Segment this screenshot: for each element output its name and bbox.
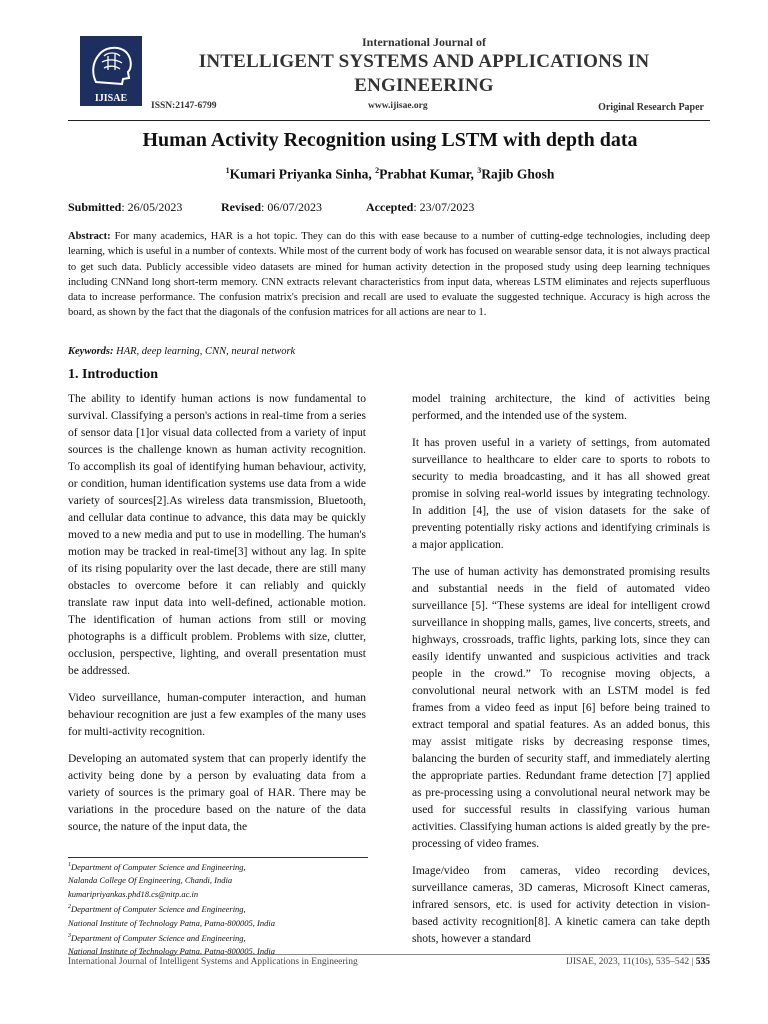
abstract xyxy=(68,229,710,321)
submitted-label: Submitted xyxy=(68,200,122,214)
page-number: 535 xyxy=(695,957,710,967)
footnote-line xyxy=(68,930,368,945)
author-name: Kumari Priyanka Sinha, xyxy=(229,166,376,182)
author-sup: 3 xyxy=(477,166,482,175)
paragraph: It has proven useful in a variety of settings, from automated surveillance to healthcare to elder care to sports to robots to security to media broadcasting, and it has all showed great promise in solving real-world issues by integrating technology. In addition [4], the use of vision datasets for the sake of preventing potentially risky actions and identifying criminals is a major application. xyxy=(412,437,710,551)
accepted-label: Accepted xyxy=(366,200,414,214)
paragraph: The ability to identify human actions is now fundamental to survival. Classifying a person's actions in real-time from a series of sensor data [1]or visual data collected from a variety of input sources is the challenge known as human activity recognition. To accomplish its goal of identifying human behaviour, activity, or condition, human identification systems use data from a wide variety of sources[2].As wireless data transmission, Bluetooth, and cellular data continue to advance, this data may be quickly moved to a new media and put to use in modelling. The human's motion may be tracked in real-time[3] without any lag. In spite of its rising popularity over the last decade, there are still many obstacles to overcome before it can reliably and quickly translate raw input data into well-defined, actionable motion. The identification of human actions from still or moving photographs is a difficult problem. Problems with size, clutter, occlusion, perspective, lighting, and overall presentation must be addressed. xyxy=(68,393,366,677)
accepted-value: : 23/07/2023 xyxy=(413,200,475,214)
header-divider xyxy=(68,120,710,121)
footer-citation xyxy=(566,957,710,967)
footer-journal: International Journal of Intelligent Systems and Applications in Engineering xyxy=(68,957,358,967)
journal-logo xyxy=(80,36,142,106)
abstract-text: For many academics, HAR is a hot topic. They can do this with ease because to a number of cutting-edge technologies, including deep learning, which is useful in a number of contexts. While most of the current body of work has focused on wearable sensor data, it is not always practical to get such data. Publicly accessible video datasets are mined for human activity detection in the proposed study using deep learning techniques including CNNand long short-term memory. CNN extracts relevant characteristics from input data, whereas LSTM eliminates and rejects superfluous data to increase performance. The confusion matrix's precision and recall are used to evaluate the suggested technique. Accuracy is high across the board, as shown by the fact that the diagonals of the confusion matrices for all actions are near to 1. xyxy=(68,231,711,319)
author-sup: 2 xyxy=(375,166,380,175)
footnote-sup: 1 xyxy=(68,862,71,868)
submitted-value: : 26/05/2023 xyxy=(121,200,183,214)
author-list xyxy=(60,166,720,183)
paragraph: The use of human activity has demonstrated promising results and substantial needs in the field of automated video surveillance [5]. “These systems are ideal for intelligent crowd surveillance in shopping malls, games, live concerts, streets, and highways, crossroads, traffic lights, parking lots, since they can easily identify unwanted and suspicious activities and track people in the crowd.” To recognise moving objects, a convolutional neural network with an LSTM model is fed frames from a video feed as input [6] before being trained to extract temporal and spatial features. As an added bonus, this may assist mitigate risks by decreasing response times, balancing the burden of security staff, and immediately alerting the appropriate parties. Redundant frame detection [7] applied as pre-processing using a convolutional neural network may be used for successful results in classifying various human activities. Classifying human actions is aided greatly by the pre-processing of video frames. xyxy=(412,566,710,850)
issn: ISSN:2147-6799 xyxy=(151,101,217,111)
abstract-label: Abstract: xyxy=(68,231,111,242)
paper-title: Human Activity Recognition using LSTM with depth data xyxy=(142,129,638,151)
paragraph: Video surveillance, human-computer interaction, and human behaviour recognition are just a few examples of the many uses for multi-activity recognition. xyxy=(68,692,366,738)
paragraph: Image/video from cameras, video recording devices, surveillance cameras, 3D cameras, Microsoft Kinect cameras, infrared sensors, etc. is used for activity detection in vision-based activity recognition[8]. A kinetic camera can take depth shots, however a standard xyxy=(412,865,710,945)
revised-date xyxy=(221,200,322,215)
logo-text: IJISAE xyxy=(94,93,128,104)
author-email[interactable]: kumaripriyankas.phd18.cs@nitp.ac.in xyxy=(68,888,199,899)
author-name: Rajib Ghosh xyxy=(481,166,555,182)
revised-label: Revised xyxy=(221,200,261,214)
footnotes xyxy=(68,859,368,959)
submitted-date xyxy=(68,200,182,215)
keywords-label: Keywords: xyxy=(68,346,114,357)
author-name: Prabhat Kumar, xyxy=(379,166,478,182)
footnote-line xyxy=(68,888,368,902)
footnote-text: National Institute of Technology Patna, Patna-800005, India xyxy=(68,917,275,928)
keywords-text: HAR, deep learning, CNN, neural network xyxy=(116,346,296,357)
section-heading: 1. Introduction xyxy=(68,367,158,382)
author-sup: 1 xyxy=(225,166,230,175)
footer-divider xyxy=(68,954,710,955)
journal-name: INTELLIGENT SYSTEMS AND APPLICATIONS IN ENGINEERING xyxy=(198,51,650,96)
footnote-line xyxy=(68,874,368,888)
footnote-text: Department of Computer Science and Engineering, xyxy=(71,932,246,943)
keywords xyxy=(68,346,295,357)
footnote-line xyxy=(68,859,368,874)
accepted-date xyxy=(366,200,474,215)
left-column xyxy=(68,391,366,846)
footnote-divider xyxy=(68,857,368,858)
footnote-line xyxy=(68,901,368,916)
journal-website[interactable]: www.ijisae.org xyxy=(368,101,428,111)
footer-citation-text: IJISAE, 2023, 11(10s), 535–542 | xyxy=(565,957,694,967)
right-column xyxy=(412,391,710,958)
footnote-sup: 3 xyxy=(68,933,71,940)
paragraph: model training architecture, the kind of activities being performed, and the intended use of the system. xyxy=(412,393,710,422)
footnote-text: National Institute of Technology Patna, Patna-800005, India xyxy=(68,946,275,957)
footnote-line xyxy=(68,917,368,931)
footnote-text: Department of Computer Science and Engineering, xyxy=(71,904,246,915)
footnote-sup: 2 xyxy=(68,904,71,911)
brain-head-icon xyxy=(86,38,136,90)
journal-of-line: International Journal of xyxy=(361,35,486,49)
revised-value: : 06/07/2023 xyxy=(261,200,323,214)
footnote-text: Nalanda College Of Engineering, Chandi, India xyxy=(68,875,233,886)
footnote-text: Department of Computer Science and Engineering, xyxy=(71,861,246,872)
paragraph: Developing an automated system that can properly identify the activity being done by a person by evaluating data from a variety of sources is the primary goal of HAR. There may be variations in the procedure based on the nature of the data source, the nature of the input data, the xyxy=(68,753,366,833)
paper-type: Original Research Paper xyxy=(598,102,704,113)
